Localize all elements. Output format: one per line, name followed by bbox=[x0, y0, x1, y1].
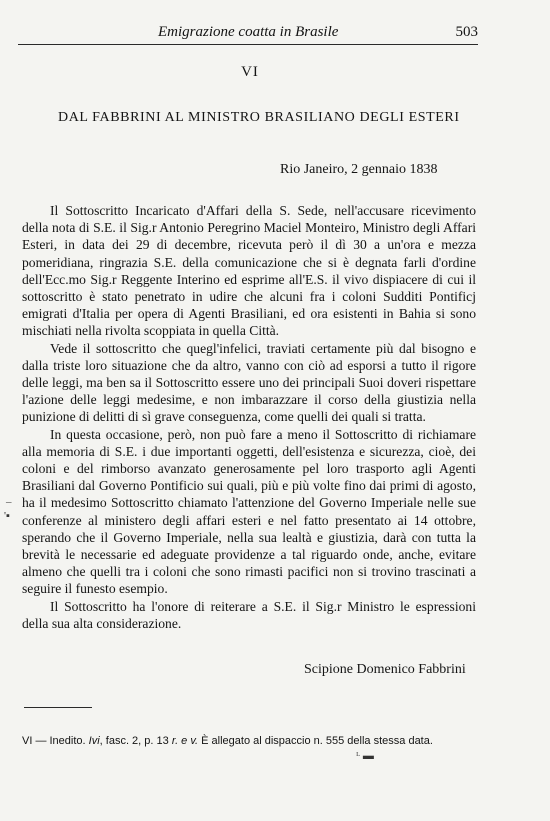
paragraph: Vede il sottoscritto che quegl'infelici, traviati certamente più dal bisogno e dalla triste loro situazione che da altro, vanno con ciò ad esporsi a tutto il rigore delle leggi, ma ben sa il Sottoscritto essere uno dei principali Suoi doveri rispettare l'azione delle leggi medesime, e non imbarazzare il corso della giustizia nella punizione di delitti di sì grave conseguenza, come quelli dei quali si tratta. bbox=[22, 340, 476, 425]
running-header bbox=[18, 24, 478, 45]
print-artifact-icon: ᴸ ▬ bbox=[356, 750, 374, 762]
paragraph: In questa occasione, però, non può fare a meno il Sottoscritto di richiamare alla memoria di S.E. i due importanti oggetti, dell'esistenza e sicurezza, cioè, dei coloni e del rimborso avanzato generosamente pel loro trasporto agli Agenti Brasiliani dal Governo Pontificio sui quali, più e più volte fino dai primi di agosto, ha il medesimo Sottoscritto chiamato l'attenzione del Governo Imperiale nelle sue conferenze al ministero degli affari esteri e nel fatto presentato ai 14 ottobre, sperando che il Governo Imperiale, nella sua lealtà e giustizia, darà con tutta la brevità le necessarie ed adeguate providenze a tal riguardo onde, anche, evitare almeno che quelli tra i coloni che sono rimasti pacifici non si trovino trascinati a seguire il funesto esempio. bbox=[22, 426, 476, 597]
letter-body bbox=[22, 202, 476, 632]
footnote-ivi: Ivi bbox=[88, 735, 100, 747]
running-title: Emigrazione coatta in Brasile bbox=[158, 24, 339, 40]
section-number: VI bbox=[241, 64, 259, 80]
signature: Scipione Domenico Fabbrini bbox=[304, 662, 466, 677]
footnote-divider bbox=[24, 707, 92, 708]
footnote-tail: È allegato al dispaccio n. 555 della stessa data. bbox=[198, 735, 433, 747]
paragraph: Il Sottoscritto ha l'onore di reiterare a S.E. il Sig.r Ministro le espressioni della sua alta considerazione. bbox=[22, 598, 476, 631]
footnote-lead: VI — Inedito. bbox=[22, 735, 89, 747]
margin-mark-icon: '▪ bbox=[4, 510, 10, 522]
dateline: Rio Janeiro, 2 gennaio 1838 bbox=[280, 162, 438, 177]
margin-mark-icon: – bbox=[6, 496, 12, 508]
footnote-mid: , fasc. 2, p. 13 bbox=[99, 735, 172, 747]
document-heading: DAL FABBRINI AL MINISTRO BRASILIANO DEGLI ESTERI bbox=[58, 110, 460, 125]
footnote bbox=[22, 734, 476, 749]
paragraph: Il Sottoscritto Incaricato d'Affari della S. Sede, nell'accusare ricevimento della nota di S.E. il Sig.r Antonio Peregrino Maciel Monteiro, Ministro degli Affari Esteri, in data dei 29 di decembre, ricevuta però il dì 30 a un'ora e mezza pomeridiana, ringrazia S.E. della comunicazione che si è degnata farli d'ordine dell'Ecc.mo Sig.r Reggente Interino ed esprime all'E.S. il vivo dispiacere di cui il sottoscritto è stato penetrato in udire che alcuni fra i coloni Sudditi Pontificj emigrati d'Italia per opera di Agenti Brasiliani, ed ora esistenti in Bahia si sono mischiati nella rivolta scoppiata in quella Città. bbox=[22, 203, 476, 339]
page-number: 503 bbox=[455, 24, 478, 40]
footnote-rv: r. e v. bbox=[171, 735, 199, 747]
